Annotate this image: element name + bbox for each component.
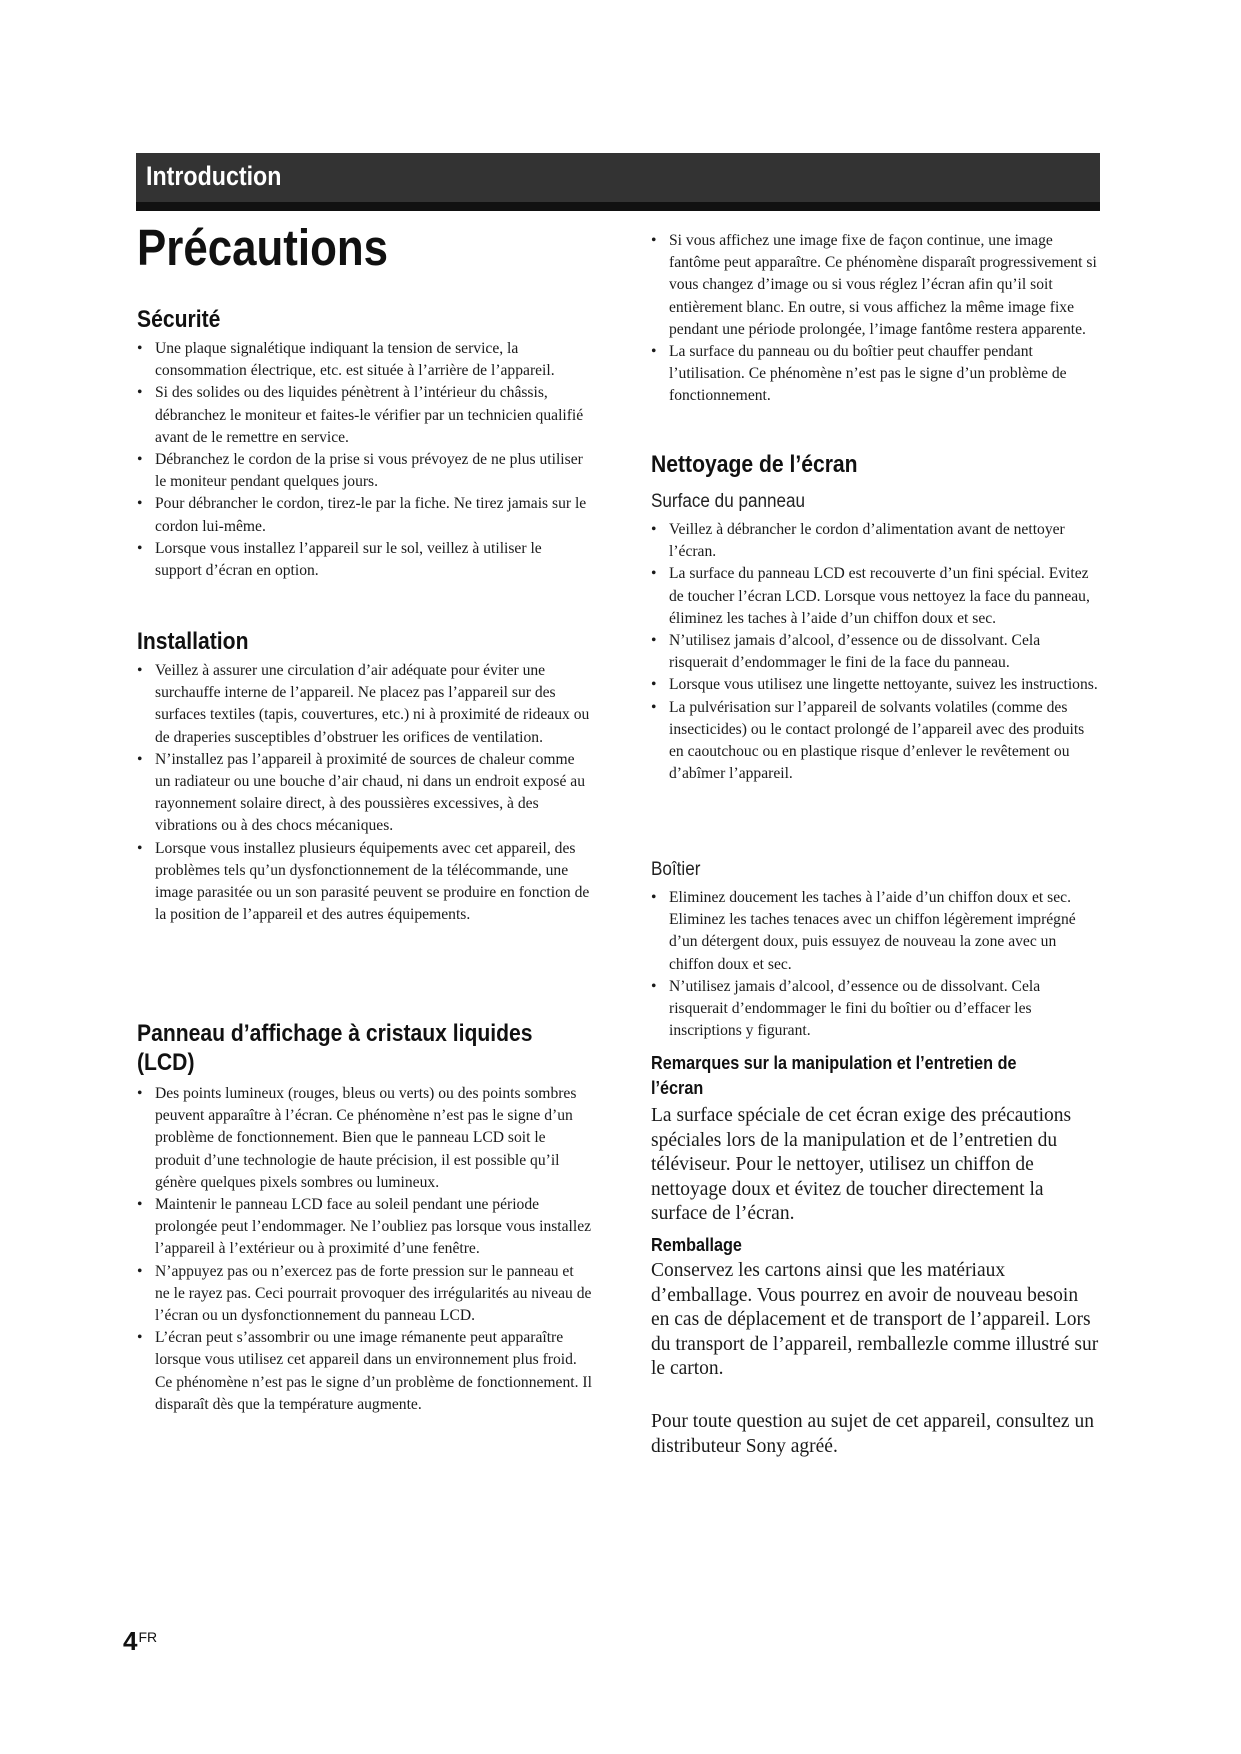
list-item: • L’écran peut s’assombrir ou une image rémanente peut apparaître lorsque vous utilisez cet appareil dans un environnement plus froid. Ce phénomène n’est pas le signe d’un problème de fonctionnement. Il disparaît dès que la température augmente. — [137, 1327, 592, 1416]
list-item: • Si des solides ou des liquides pénètrent à l’intérieur du châssis, débranchez le moniteur et faites-le vérifier par un technicien qualifié avant de le remettre en service. — [137, 382, 592, 449]
list-item: • Lorsque vous utilisez une lingette nettoyante, suivez les instructions. — [651, 674, 1100, 696]
surface-list — [651, 519, 1100, 785]
surface-subheading: Surface du panneau — [651, 491, 806, 512]
list-item: • Lorsque vous installez plusieurs équipements avec cet appareil, des problèmes tels qu’un dysfonctionnement de la télécommande, une image parasitée ou un son parasité peuvent se produire en fonction de la position de l’appareil et des autres équipements. — [137, 838, 592, 927]
list-item: • Si vous affichez une image fixe de façon continue, une image fantôme peut apparaître. Ce phénomène disparaît progressivement si vous changez d’image ou si vous réglez l’écran afin qu’il soit entièrement blanc. En outre, si vous affichez la même image fixe pendant une période prolongée, l’image fantôme restera apparente. — [651, 230, 1100, 341]
list-item: • Lorsque vous installez l’appareil sur le sol, veillez à utiliser le support d’écran en option. — [137, 538, 592, 582]
list-item: • La pulvérisation sur l’appareil de solvants volatiles (comme des insecticides) ou le contact prolongé de l’appareil avec des produits en caoutchouc ou en plastique risque d’enlever le revêtement ou d’abîmer l’appareil. — [651, 697, 1100, 786]
boitier-subheading: Boîtier — [651, 859, 701, 880]
list-item: • N’installez pas l’appareil à proximité de sources de chaleur comme un radiateur ou une bouche d’air chaud, ni dans un endroit exposé au rayonnement solaire direct, à des poussières excessives, à des vibrations ou à des chocs mécaniques. — [137, 749, 592, 838]
list-item: • Eliminez doucement les taches à l’aide d’un chiffon doux et sec. Eliminez les taches tenaces avec un chiffon légèrement imprégné d’un détergent doux, puis essuyez de nouveau la zone avec un chiffon doux et sec. — [651, 887, 1100, 976]
remballage-text: Conservez les cartons ainsi que les matériaux d’emballage. Vous pourrez en avoir de nouveau besoin en cas de déplacement et de transport de l’appareil. Lors du transport de l’appareil, remballezle comme illustré sur le carton. — [651, 1260, 1099, 1379]
installation-heading: Installation — [137, 628, 249, 655]
list-item: • Pour débrancher le cordon, tirez-le par la fiche. Ne tirez jamais sur le cordon lui-même. — [137, 493, 592, 537]
list-item: • N’utilisez jamais d’alcool, d’essence ou de dissolvant. Cela risquerait d’endommager le fini du boîtier ou d’effacer les inscriptions y figurant. — [651, 976, 1100, 1043]
lcd-list-continued — [651, 230, 1100, 408]
list-item: • La surface du panneau LCD est recouverte d’un fini spécial. Evitez de toucher l’écran LCD. Lorsque vous nettoyez la face du panneau, éliminez les taches à l’aide d’un chiffon doux et sec. — [651, 563, 1100, 630]
page-title: Précautions — [137, 219, 389, 276]
list-item: • Une plaque signalétique indiquant la tension de service, la consommation électrique, etc. est située à l’arrière de l’appareil. — [137, 338, 592, 382]
lcd-heading: Panneau d’affichage à cristaux liquides (LCD) — [137, 1020, 533, 1076]
nettoyage-heading: Nettoyage de l’écran — [651, 451, 858, 478]
securite-heading: Sécurité — [137, 306, 221, 333]
installation-list — [137, 660, 592, 926]
securite-list — [137, 338, 592, 582]
list-item: • N’utilisez jamais d’alcool, d’essence ou de dissolvant. Cela risquerait d’endommager le fini de la face du panneau. — [651, 630, 1100, 674]
list-item: • Des points lumineux (rouges, bleus ou verts) ou des points sombres peuvent apparaître à l’écran. Ce phénomène n’est pas le signe d’un problème de fonctionnement. Bien que le panneau LCD soit le produit d’une technologie de haute précision, il est possible qu’il génère quelques pixels sombres ou lumineux. — [137, 1083, 592, 1194]
list-item: • Veillez à assurer une circulation d’air adéquate pour éviter une surchauffe interne de l’appareil. Ne placez pas l’appareil sur des surfaces textiles (tapis, couvertures, etc.) ni à proximité de rideaux ou de draperies susceptibles d’obstruer les orifices de ventilation. — [137, 660, 592, 749]
boitier-list — [651, 887, 1100, 1042]
page-number-value: 4 — [123, 1626, 138, 1656]
section-label: Introduction — [146, 161, 282, 191]
list-item: • Débranchez le cordon de la prise si vous prévoyez de ne plus utiliser le moniteur pendant quelques jours. — [137, 449, 592, 493]
page-number — [123, 1626, 157, 1657]
list-item: • Maintenir le panneau LCD face au soleil pendant une période prolongée peut l’endommager. Ne l’oubliez pas lorsque vous installez l’appareil à l’extérieur ou à proximité d’une fenêtre. — [137, 1194, 592, 1261]
remballage-heading: Remballage — [651, 1235, 742, 1255]
remarques-heading: Remarques sur la manipulation et l’entretien de l’écran — [651, 1053, 1017, 1098]
header-rule — [136, 202, 1100, 211]
page-lang: FR — [138, 1629, 158, 1645]
list-item: • N’appuyez pas ou n’exercez pas de forte pression sur le panneau et ne le rayez pas. Ceci pourrait provoquer des irrégularités au niveau de l’écran ou un dysfonctionnement du panneau LCD. — [137, 1261, 592, 1328]
contact-text: Pour toute question au sujet de cet appareil, consultez un distributeur Sony agréé. — [651, 1411, 1094, 1457]
lcd-list — [137, 1083, 592, 1416]
list-item: • La surface du panneau ou du boîtier peut chauffer pendant l’utilisation. Ce phénomène n’est pas le signe d’un problème de fonctionnement. — [651, 341, 1100, 408]
list-item: • Veillez à débrancher le cordon d’alimentation avant de nettoyer l’écran. — [651, 519, 1100, 563]
remarques-text: La surface spéciale de cet écran exige des précautions spéciales lors de la manipulation et de l’entretien du téléviseur. Pour le nettoyer, utilisez un chiffon de nettoyage doux et évitez de toucher directement la surface de l’écran. — [651, 1105, 1072, 1224]
